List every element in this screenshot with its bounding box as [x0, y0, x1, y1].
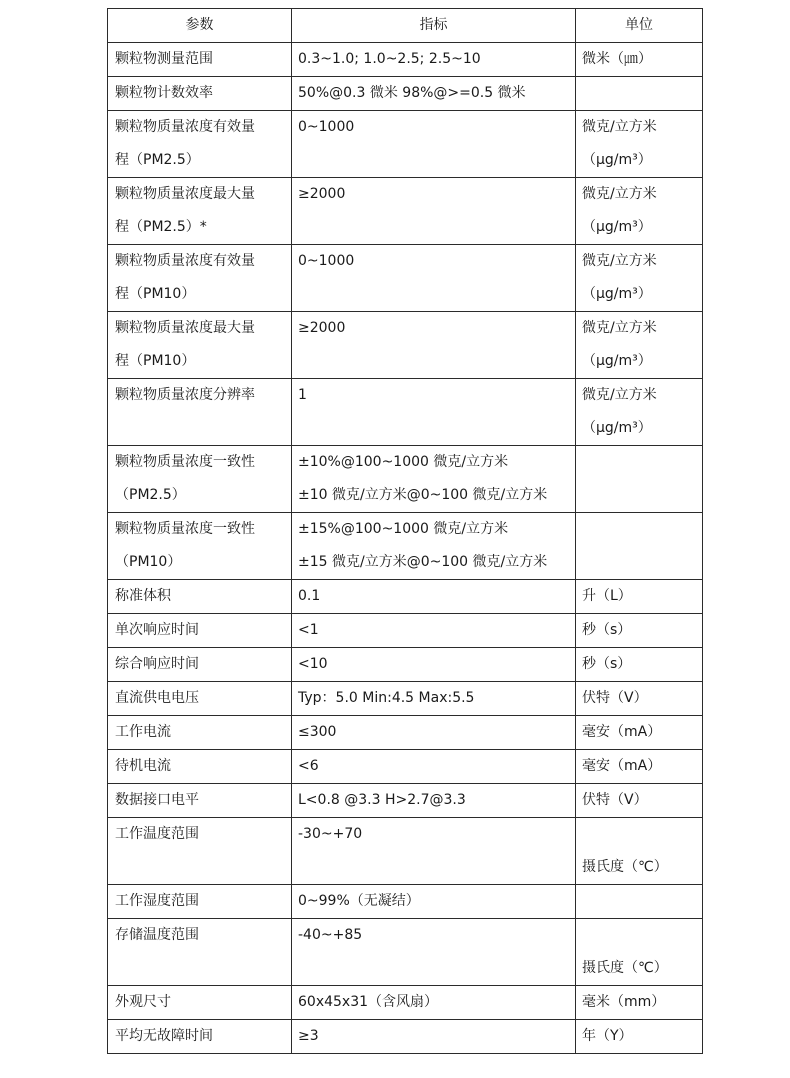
- unit-cell: [576, 446, 703, 513]
- param-cell: 颗粒物计数效率: [108, 77, 292, 111]
- param-cell: 工作湿度范围: [108, 885, 292, 919]
- spec-cell: Typ：5.0 Min:4.5 Max:5.5: [292, 682, 576, 716]
- unit-cell: [576, 885, 703, 919]
- spec-cell: 50%@0.3 微米 98%@>=0.5 微米: [292, 77, 576, 111]
- unit-cell: 秒（s）: [576, 648, 703, 682]
- spec-cell: ≥2000: [292, 312, 576, 379]
- table-row: [108, 1020, 703, 1054]
- table-row: [108, 919, 703, 986]
- spec-cell: -30~+70: [292, 818, 576, 885]
- spec-cell: 1: [292, 379, 576, 446]
- spec-cell: <6: [292, 750, 576, 784]
- table-row: [108, 178, 703, 245]
- unit-cell: 年（Y）: [576, 1020, 703, 1054]
- unit-cell: 微克/立方米 （μg/m³）: [576, 178, 703, 245]
- unit-cell: 毫安（mA）: [576, 716, 703, 750]
- param-cell: 颗粒物质量浓度有效量 程（PM10）: [108, 245, 292, 312]
- table-row: [108, 885, 703, 919]
- param-cell: 颗粒物质量浓度最大量 程（PM10）: [108, 312, 292, 379]
- param-cell: 外观尺寸: [108, 986, 292, 1020]
- table-row: [108, 750, 703, 784]
- table-row: [108, 614, 703, 648]
- spec-cell: 0.1: [292, 580, 576, 614]
- unit-cell: 微米（㎛）: [576, 43, 703, 77]
- spec-cell: 0.3~1.0; 1.0~2.5; 2.5~10: [292, 43, 576, 77]
- param-cell: 颗粒物质量浓度有效量 程（PM2.5）: [108, 111, 292, 178]
- table-row: [108, 818, 703, 885]
- table-row: [108, 580, 703, 614]
- unit-cell: 毫米（mm）: [576, 986, 703, 1020]
- table-header: [108, 9, 703, 43]
- unit-cell: [576, 77, 703, 111]
- param-cell: 称准体积: [108, 580, 292, 614]
- table-row: [108, 312, 703, 379]
- param-cell: 工作电流: [108, 716, 292, 750]
- param-cell: 单次响应时间: [108, 614, 292, 648]
- spec-cell: ±10%@100~1000 微克/立方米 ±10 微克/立方米@0~100 微克/立方米: [292, 446, 576, 513]
- table-row: [108, 784, 703, 818]
- unit-cell: 毫安（mA）: [576, 750, 703, 784]
- table-row: [108, 682, 703, 716]
- spec-cell: 60x45x31（含风扇）: [292, 986, 576, 1020]
- unit-cell: 微克/立方米 （μg/m³）: [576, 245, 703, 312]
- unit-cell: 伏特（V）: [576, 784, 703, 818]
- unit-cell: 伏特（V）: [576, 682, 703, 716]
- table-row: [108, 245, 703, 312]
- table-row: [108, 513, 703, 580]
- spec-cell: 0~1000: [292, 245, 576, 312]
- param-cell: 颗粒物质量浓度最大量 程（PM2.5）*: [108, 178, 292, 245]
- table-row: [108, 648, 703, 682]
- spec-cell: 0~1000: [292, 111, 576, 178]
- table-row: [108, 111, 703, 178]
- unit-cell: 升（L）: [576, 580, 703, 614]
- param-cell: 工作温度范围: [108, 818, 292, 885]
- unit-cell: [576, 513, 703, 580]
- column-header-spec: 指标: [292, 9, 576, 43]
- table-row: [108, 77, 703, 111]
- spec-cell: L<0.8 @3.3 H>2.7@3.3: [292, 784, 576, 818]
- unit-cell: 秒（s）: [576, 614, 703, 648]
- column-header-param: 参数: [108, 9, 292, 43]
- spec-cell: ≥2000: [292, 178, 576, 245]
- table-row: [108, 43, 703, 77]
- spec-cell: ±15%@100~1000 微克/立方米 ±15 微克/立方米@0~100 微克/立方米: [292, 513, 576, 580]
- spec-cell: -40~+85: [292, 919, 576, 986]
- table-body: [108, 43, 703, 1054]
- unit-cell: 微克/立方米 （μg/m³）: [576, 379, 703, 446]
- spec-cell: 0~99%（无凝结）: [292, 885, 576, 919]
- spec-cell: ≤300: [292, 716, 576, 750]
- param-cell: 存储温度范围: [108, 919, 292, 986]
- column-header-unit: 单位: [576, 9, 703, 43]
- table-row: [108, 446, 703, 513]
- param-cell: 颗粒物测量范围: [108, 43, 292, 77]
- spec-cell: ≥3: [292, 1020, 576, 1054]
- param-cell: 颗粒物质量浓度一致性 （PM2.5）: [108, 446, 292, 513]
- unit-cell: 微克/立方米 （μg/m³）: [576, 111, 703, 178]
- param-cell: 待机电流: [108, 750, 292, 784]
- unit-cell: 微克/立方米 （μg/m³）: [576, 312, 703, 379]
- spec-cell: <10: [292, 648, 576, 682]
- unit-cell: 摄氏度（℃）: [576, 818, 703, 885]
- table-row: [108, 379, 703, 446]
- param-cell: 直流供电电压: [108, 682, 292, 716]
- spec-table: [107, 8, 703, 1054]
- param-cell: 综合响应时间: [108, 648, 292, 682]
- param-cell: 数据接口电平: [108, 784, 292, 818]
- spec-cell: <1: [292, 614, 576, 648]
- param-cell: 颗粒物质量浓度一致性 （PM10）: [108, 513, 292, 580]
- table-row: [108, 716, 703, 750]
- header-row: [108, 9, 703, 43]
- param-cell: 颗粒物质量浓度分辨率: [108, 379, 292, 446]
- table-row: [108, 986, 703, 1020]
- unit-cell: 摄氏度（℃）: [576, 919, 703, 986]
- param-cell: 平均无故障时间: [108, 1020, 292, 1054]
